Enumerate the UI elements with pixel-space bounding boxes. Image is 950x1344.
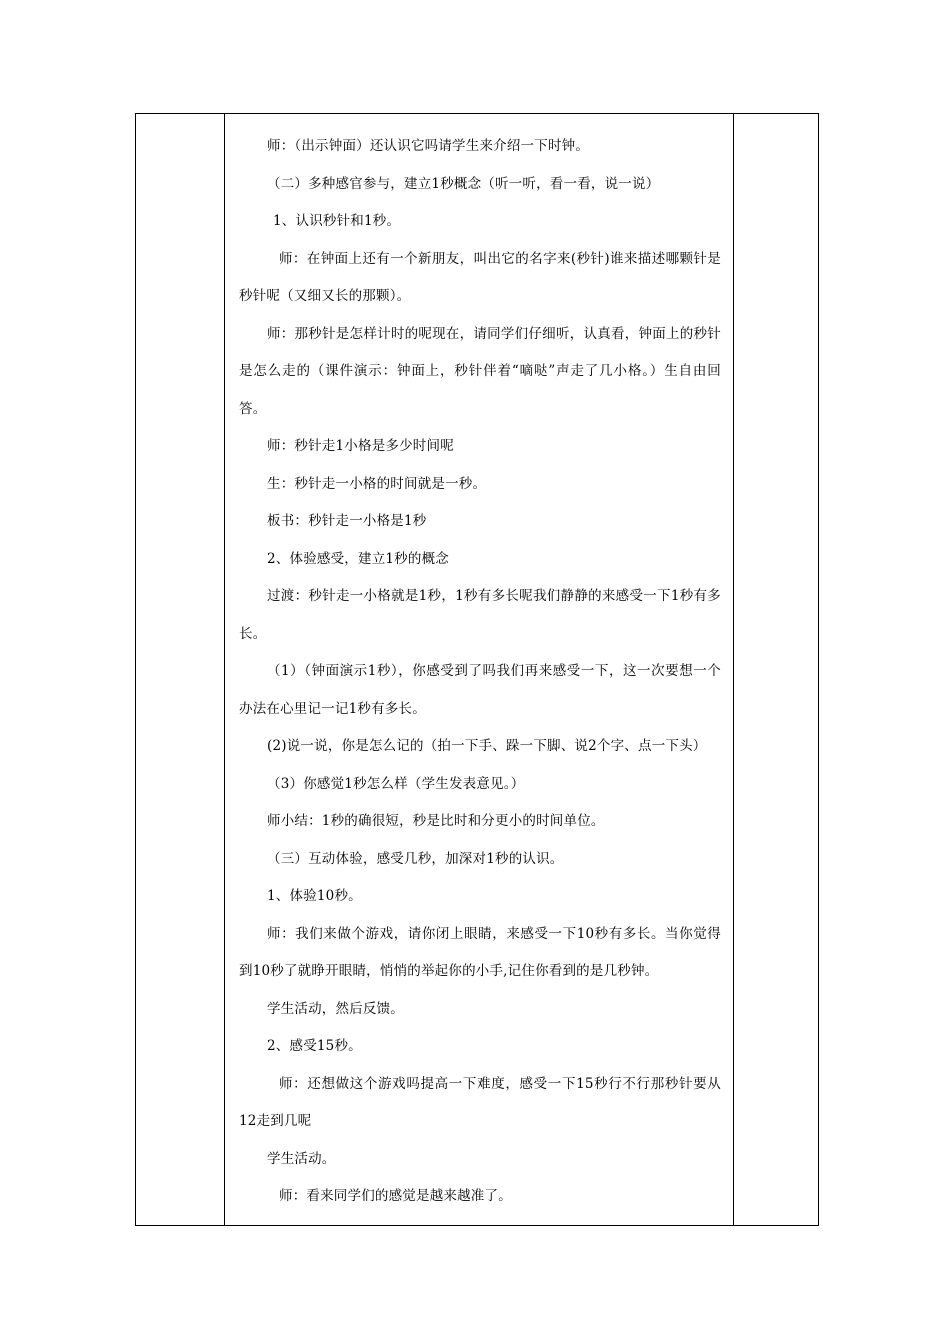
lesson-table (135, 113, 819, 1226)
paragraph: 师小结：1秒的确很短，秒是比时和分更小的时间单位。 (267, 813, 605, 829)
paragraph: 师：（出示钟面）还认识它吗请学生来介绍一下时钟。 (267, 138, 590, 154)
paragraph: 师：看来同学们的感觉是越来越准了。 (279, 1188, 512, 1204)
paragraph: 学生活动，然后反馈。 (267, 1000, 404, 1017)
paragraph: （二）多种感官参与，建立1秒概念（听一听，看一看，说一说） (267, 175, 660, 192)
paragraph: 生：秒针走一小格的时间就是一秒。 (267, 475, 487, 492)
column-divider-right (733, 114, 734, 1225)
paragraph: （1）（钟面演示1秒），你感受到了吗我们再来感受一下，这一次要想一个办法在心里记一记1秒有多长。 (239, 663, 721, 717)
paragraph: 2、感受15秒。 (267, 1038, 362, 1054)
paragraph: （3）你感觉1秒怎么样（学生发表意见。） (267, 775, 525, 792)
paragraph: 板书：秒针走一小格是1秒 (267, 513, 427, 529)
paragraph: 师：那秒针是怎样计时的呢现在，请同学们仔细听，认真看，钟面上的秒针是怎么走的（课件演示：钟面上，秒针伴着“嘀哒”声走了几小格。）生自由回答。 (239, 325, 721, 417)
paragraph: 过渡：秒针走一小格就是1秒，1秒有多长呢我们静静的来感受一下1秒有多长。 (239, 588, 721, 642)
paragraph: 师：还想做这个游戏吗提高一下难度，感受一下15秒行不行那秒针要从12走到几呢 (239, 1075, 721, 1129)
paragraph: 1、认识秒针和1秒。 (273, 213, 401, 229)
paragraph: 1、体验10秒。 (267, 888, 362, 904)
lesson-content-cell (232, 128, 727, 1225)
paragraph: 师：我们来做个游戏，请你闭上眼睛，来感受一下10秒有多长。当你觉得到10秒了就睁开眼睛，悄悄的举起你的小手,记住你看到的是几秒钟。 (239, 925, 721, 979)
paragraph: (2)说一说，你是怎么记的（拍一下手、跺一下脚、说2个字、点一下头） (267, 738, 707, 754)
paragraph: 2、体验感受，建立1秒的概念 (267, 550, 449, 567)
paragraph: 师：秒针走1小格是多少时间呢 (267, 438, 454, 454)
paragraph: （三）互动体验，感受几秒，加深对1秒的认识。 (267, 850, 564, 867)
paragraph: 学生活动。 (267, 1150, 336, 1167)
paragraph: 师：在钟面上还有一个新朋友，叫出它的名字来(秒针)谁来描述哪颗针是秒针呢（又细又长的那颗）。 (239, 250, 721, 304)
column-divider-left (224, 114, 225, 1225)
